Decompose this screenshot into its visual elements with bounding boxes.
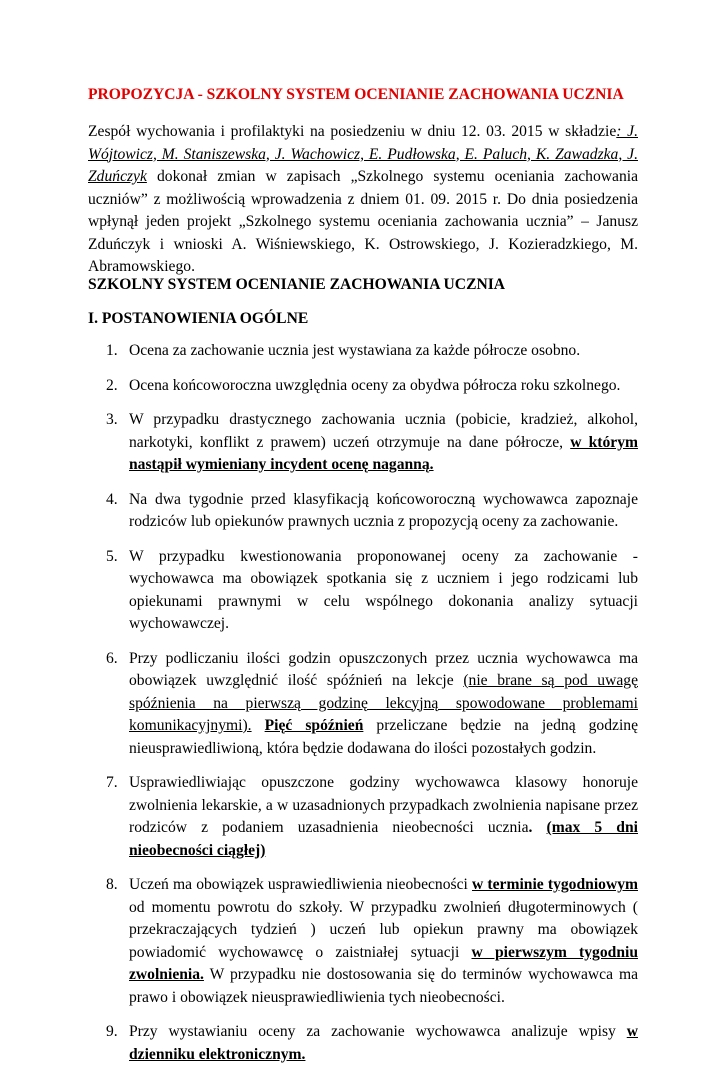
rule-number: 7. [106, 774, 118, 791]
rule-text: Przy podliczaniu ilości godzin opuszczonych przez ucznia wychowawca ma obowiązek uwzględnić ilość spóźnień na lekcje [129, 649, 638, 689]
rule-text: Ocena końcoworoczna uwzględnia oceny za obydwa półrocza roku szkolnego. [129, 376, 621, 394]
rule-emphasis-2: w pierwszym tygodniu zwolnienia. [129, 943, 638, 983]
rule-text-end: W przypadku nie dostosowania się do terminów wychowawca ma prawo i obowiązek nieusprawiedliwienia tych nieobecności. [129, 966, 638, 1006]
rule-text-gap [532, 819, 546, 836]
rule-number: 9. [106, 1023, 118, 1040]
rule-item [88, 409, 638, 477]
rule-item [88, 648, 638, 761]
rule-emphasis: w terminie tygodniowym [472, 876, 638, 893]
rule-text: W przypadku kwestionowania proponowanej oceny za zachowanie - wychowawca ma obowiązek spotkania się z uczniem i jego rodzicami lub opiekunami prawnymi w celu wspólnego dokonania analizy sytuacji wychowawczej. [129, 547, 638, 632]
rule-number: 8. [106, 876, 118, 893]
rule-text-mid: od momentu powrotu do szkoły. W przypadku zwolnień długoterminowych ( przekraczających tydzień ) uczeń lub opiekun prawny ma obowiązek powiadomić wychowawcę o zaistniałej sytuacji [129, 898, 638, 961]
team-members: : J. Wójtowicz, M. Staniszewska, J. Wachowicz, E. Pudłowska, E. Paluch, K. Zawadzka, J. Zduńczyk [88, 123, 638, 185]
intro-paragraph [88, 121, 638, 279]
rule-text-gap [252, 717, 265, 734]
rule-number: 3. [106, 411, 118, 428]
rule-number: 5. [106, 547, 118, 565]
intro-text-end: dokonał zmian w zapisach „Szkolnego systemu oceniania zachowania uczniów” z możliwością wprowadzenia z dniem 01. 09. 2015 r. Do dnia posiedzenia wpłynął jeden projekt „Szkolnego systemu oceniania zachowania ucznia” – Janusz Zduńczyk i wnioski A. Wiśniewskiego, K. Ostrowskiego, J. Kozieradzkiego, M. Abramowskiego. [88, 168, 638, 275]
rule-item [88, 489, 638, 534]
main-heading: SZKOLNY SYSTEM OCENIANIE ZACHOWANIA UCZNIA [88, 276, 506, 293]
rule-text: Przy wystawianiu oceny za zachowanie wychowawca analizuje wpisy [129, 1023, 627, 1040]
rule-emphasis: Pięć spóźnień [264, 717, 364, 734]
rule-number: 1. [106, 342, 118, 359]
rule-item [88, 340, 638, 363]
rule-bold-dot: . [528, 819, 533, 836]
rule-underlined: (nie brane są pod uwagę spóźnienia na pierwszą godzinę lekcyjną spowodowane problemami komunikacyjnymi). [129, 672, 638, 734]
intro-text-start: Zespół wychowania i profilaktyki na posiedzeniu w dniu 12. 03. 2015 w składzie [88, 123, 617, 140]
rule-text: Usprawiedliwiając opuszczone godziny wychowawca klasowy honoruje zwolnienia lekarskie, a w uzasadnionych przypadkach zwolnienia napisane przez rodziców z podaniem uzasadnienia nieobecności ucznia [129, 774, 638, 836]
rules-list [88, 340, 638, 1078]
rule-item [88, 874, 638, 1009]
rule-text: Na dwa tygodnie przed klasyfikacją końcoworoczną wychowawca zapoznaje rodziców lub opiekunów prawnych ucznia z propozycją oceny za zachowanie. [129, 490, 638, 530]
rule-number: 4. [106, 490, 118, 508]
document-title: PROPOZYCJA - SZKOLNY SYSTEM OCENIANIE ZACHOWANIA UCZNIA [88, 86, 624, 103]
rule-text: W przypadku drastycznego zachowania ucznia (pobicie, kradzież, alkohol, narkotyki, konflikt z prawem) uczeń otrzymuje na dane półrocze, [129, 411, 638, 451]
rule-text: Uczeń ma obowiązek usprawiedliwienia nieobecności [129, 876, 472, 893]
rule-number: 2. [106, 376, 118, 394]
rule-item [88, 375, 638, 398]
section-heading: I. POSTANOWIENIA OGÓLNE [88, 310, 309, 327]
rule-item [88, 546, 638, 636]
rule-item [88, 1021, 638, 1066]
rule-emphasis: w którym nastąpił wymieniany incydent ocenę naganną. [129, 433, 639, 473]
rule-number: 6. [106, 649, 118, 667]
rule-text: Ocena za zachowanie ucznia jest wystawiana za każde półrocze osobno. [129, 342, 581, 359]
rule-emphasis: w dzienniku elektronicznym. [129, 1023, 638, 1063]
rule-text-end: przeliczane będzie na jedną godzinę nieusprawiedliwioną, która będzie dodawana do ilości pozostałych godzin. [129, 717, 638, 757]
rule-emphasis: (max 5 dni nieobecności ciągłej) [129, 819, 638, 859]
rule-item [88, 772, 638, 862]
